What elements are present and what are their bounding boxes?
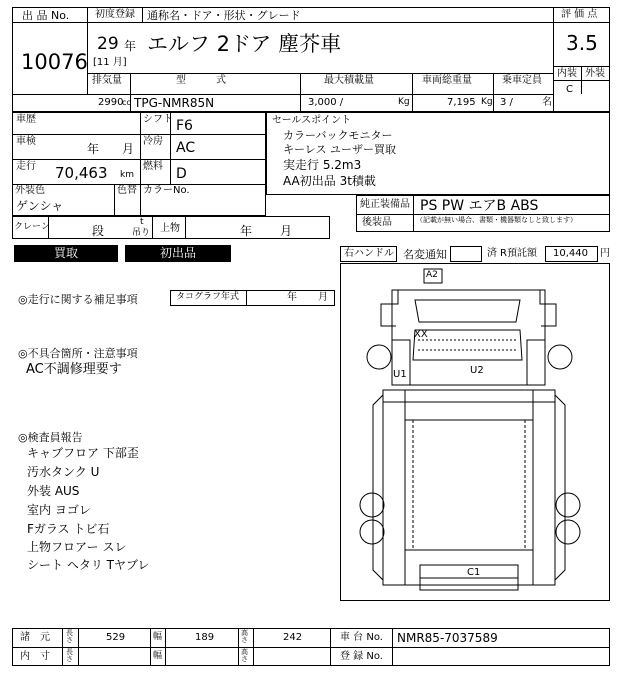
aftermarket-label: 後装品 — [362, 217, 392, 228]
gross-weight-label: 車両総重量 — [422, 75, 472, 86]
equipment-label: 純正装備品 — [360, 199, 410, 210]
capacity-label: 乗車定員 — [502, 75, 542, 86]
mark-u2: U2 — [470, 365, 484, 376]
mark-a2: A2 — [426, 270, 438, 280]
inspector-label: ◎検査員報告 — [18, 431, 83, 444]
ac-label: 冷房 — [143, 136, 163, 147]
history-label: 車歴 — [16, 114, 36, 125]
sales-point-1: カラーバックモニター — [283, 129, 393, 142]
rating-label: 評 価 点 — [561, 9, 598, 20]
aftermarket-note: （記載が無い場合、書類・機器類なしと致します） — [416, 216, 577, 224]
supplement-label: ◎走行に関する補足事項 — [18, 293, 138, 306]
front-right-wheel — [548, 345, 572, 369]
recycle-label: 済 — [487, 248, 497, 259]
max-load-value: 3,000 / — [308, 97, 344, 108]
chassis-value: NMR85-7037589 — [397, 631, 498, 645]
displacement-value: 2990 — [98, 97, 124, 108]
defect-line-1: AC不調修理要す — [26, 362, 122, 377]
color-value: ゲンシャ — [16, 199, 64, 213]
inspector-line-7: シート ヘタリ Tヤブレ — [27, 558, 150, 572]
capacity-unit: 名 — [542, 97, 552, 108]
mileage-value: 70,463 — [55, 164, 108, 182]
interior-dim-label: 内 寸 — [20, 651, 50, 662]
width-label-2: 幅 — [153, 651, 163, 661]
max-load-label: 最大積載量 — [324, 75, 374, 86]
recycle-unit: 円 — [600, 248, 610, 259]
height-label: 高さ — [241, 629, 248, 644]
upper-label: 上物 — [160, 223, 180, 234]
displacement-unit: cc — [122, 98, 131, 107]
crane-label: クレーン — [14, 222, 50, 232]
reg-year-unit: 年 — [124, 39, 137, 53]
inspection-month: 月 — [122, 142, 135, 156]
first-reg-label: 初度登録 — [95, 9, 135, 20]
equipment-value: PS PW エアB ABS — [420, 198, 539, 214]
color-label: 外装色 — [15, 185, 45, 196]
gross-weight-value: 7,195 — [447, 97, 476, 108]
upper-year: 年 — [240, 224, 253, 238]
exterior-label: 外装 — [585, 68, 605, 79]
shift-value: F6 — [176, 118, 193, 134]
vehicle-name-label: 通称名・ドア・形状・グレード — [147, 9, 301, 22]
mark-xx: XX — [414, 329, 428, 340]
lot-label: 出 品 No. — [22, 9, 70, 22]
mark-c1: C1 — [467, 567, 481, 578]
name-change-label: 名変通知 — [403, 248, 447, 261]
recycle-prefix: R預託額 — [500, 248, 537, 259]
rear-left-wheel-1 — [360, 493, 384, 517]
height-label-2: 高さ — [241, 648, 248, 663]
max-load-unit: Kg — [398, 97, 410, 107]
length-label: 長さ — [66, 629, 73, 644]
color-no-label: カラーNo. — [143, 185, 190, 196]
inspector-line-3: 外装 AUS — [27, 484, 80, 498]
shift-label: シフト — [143, 114, 173, 125]
rating-score: 3.5 — [566, 31, 598, 55]
fuel-label: 燃料 — [143, 161, 163, 172]
crane-stage: 段 — [92, 224, 105, 238]
interior-grade: C — [566, 84, 573, 95]
front-left-wheel — [367, 345, 391, 369]
width-value: 189 — [195, 632, 215, 643]
tachograph-year: 年 — [287, 292, 297, 303]
purchase-flag: 買取 — [14, 245, 118, 262]
inspection-year: 年 — [87, 142, 100, 156]
reg-year: 29 — [97, 34, 119, 54]
sales-point-2: キーレス ユーザー買取 — [283, 143, 396, 156]
height-value: 242 — [283, 632, 303, 643]
displacement-label: 排気量 — [92, 75, 122, 86]
chassis-label: 車 台 No. — [340, 632, 383, 643]
model-value: TPG-NMR85N — [134, 96, 215, 110]
color-change-label: 色替 — [117, 185, 137, 196]
inspector-line-2: 汚水タンク U — [27, 465, 100, 479]
sales-points-label: セールスポイント — [272, 115, 352, 126]
fuel-value: D — [176, 166, 187, 182]
inspector-line-5: Fガラス トビ石 — [27, 522, 110, 536]
mileage-unit: km — [120, 170, 134, 180]
upper-month: 月 — [280, 224, 293, 238]
dimensions-label: 諸 元 — [20, 632, 50, 643]
capacity-value: 3 / — [500, 97, 513, 108]
inspector-line-1: キャブフロア 下部歪 — [27, 446, 139, 460]
inspector-line-4: 室内 ヨゴレ — [27, 503, 91, 517]
width-label: 幅 — [153, 632, 163, 642]
mark-u1: U1 — [393, 369, 407, 380]
interior-label: 内装 — [557, 68, 577, 79]
length-value: 529 — [106, 632, 126, 643]
sales-point-3: 実走行 5.2m3 — [283, 158, 362, 172]
length-label-2: 長さ — [66, 648, 73, 663]
ac-value: AC — [176, 140, 196, 156]
gross-weight-unit: Kg — [481, 97, 493, 107]
sales-point-4: AA初出品 3t積載 — [283, 174, 376, 188]
reg-month: [11 月] — [93, 57, 127, 68]
right-handle-label: 右ハンドル — [344, 248, 394, 259]
crane-ton: t — [140, 217, 144, 227]
rear-right-wheel-1 — [556, 493, 580, 517]
lot-number: 10076 — [21, 50, 88, 74]
mileage-label: 走行 — [16, 161, 36, 172]
registration-label: 登 録 No. — [340, 651, 383, 662]
rear-left-wheel-2 — [360, 520, 384, 544]
windshield — [415, 300, 520, 322]
first-listing-flag: 初出品 — [125, 245, 231, 262]
tachograph-label: タコグラフ年式 — [176, 292, 240, 302]
inspector-line-6: 上物フロアー スレ — [27, 540, 127, 554]
defects-label: ◎不具合箇所・注意事項 — [18, 347, 138, 360]
crane-hanging: 吊り — [132, 228, 151, 238]
model-label: 型 式 — [176, 75, 226, 86]
vehicle-name: エルフ 2ドア 塵芥車 — [147, 32, 342, 56]
body-outline — [383, 390, 555, 585]
rear-right-wheel-2 — [556, 520, 580, 544]
tachograph-month: 月 — [318, 292, 328, 303]
inspection-label: 車検 — [16, 136, 36, 147]
recycle-amount: 10,440 — [553, 248, 588, 259]
